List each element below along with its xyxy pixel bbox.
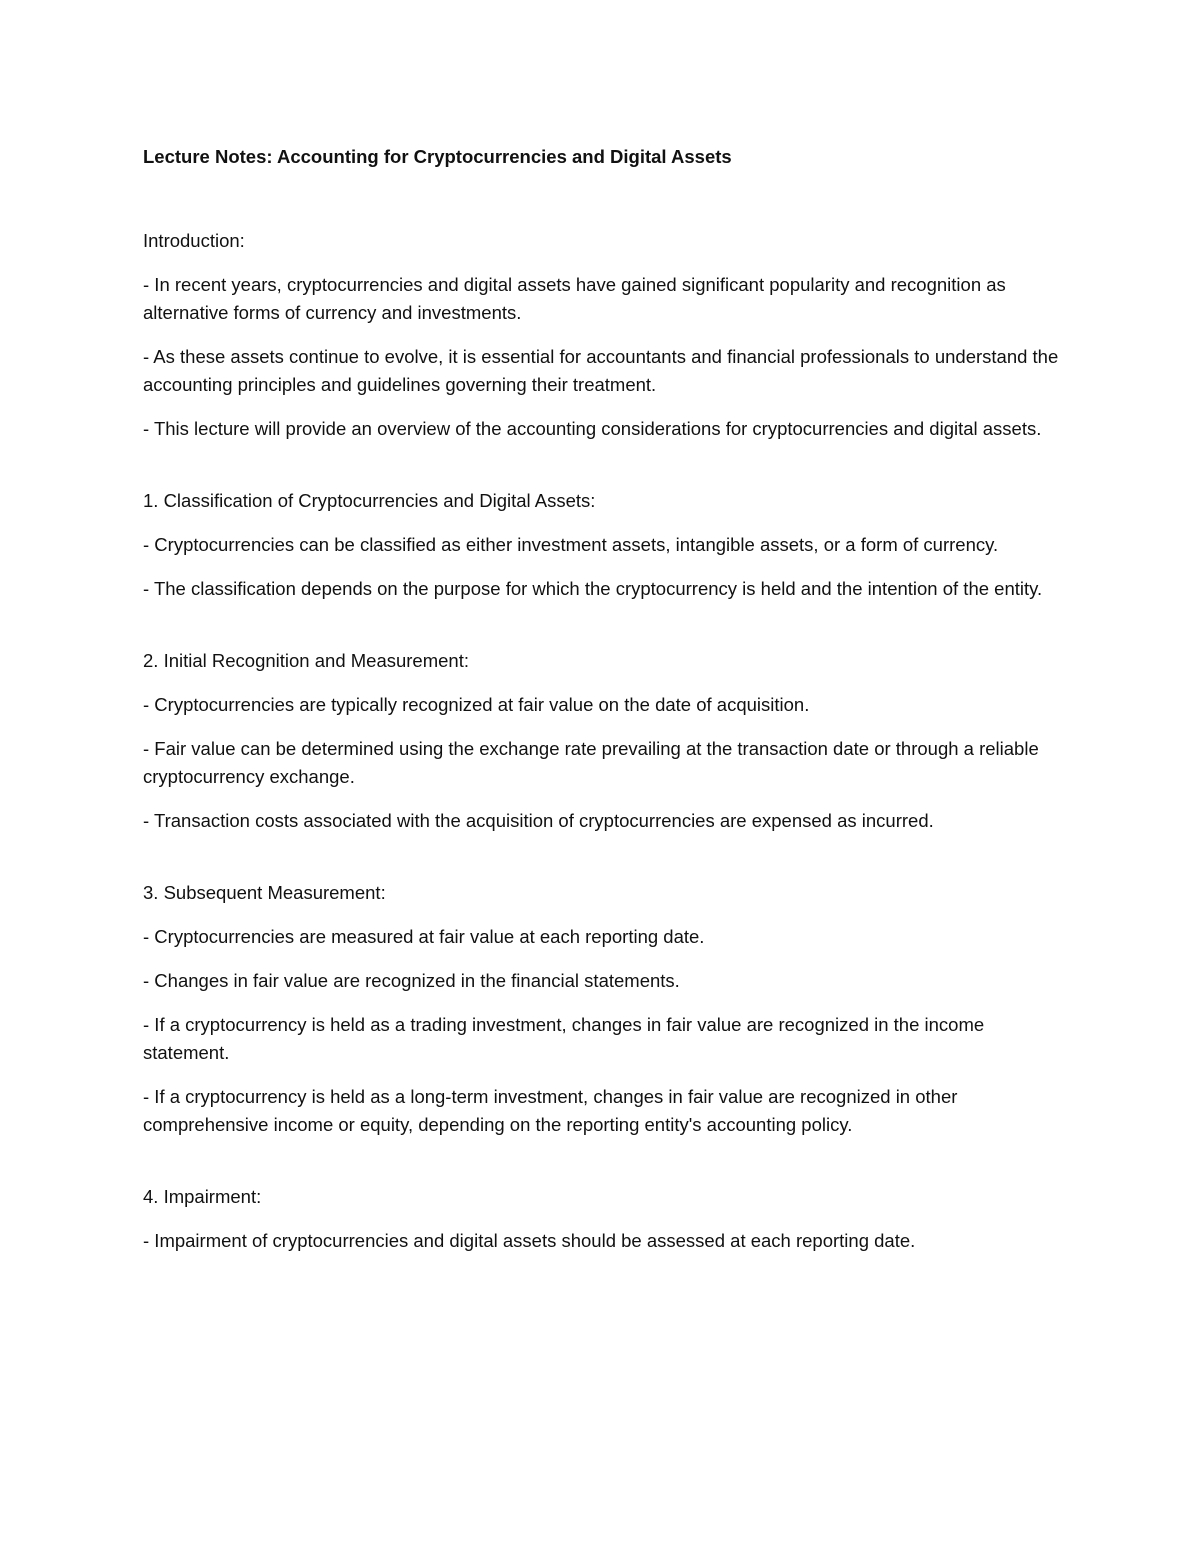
section-bullet: - Transaction costs associated with the acquisition of cryptocurrencies are expensed as incurred. — [143, 810, 934, 831]
section-heading: 4. Impairment: — [143, 1186, 262, 1207]
section-bullet: - Cryptocurrencies are typically recognized at fair value on the date of acquisition. — [143, 694, 810, 715]
section-initial-recognition — [143, 647, 1063, 835]
section-heading: 1. Classification of Cryptocurrencies and Digital Assets: — [143, 490, 596, 511]
section-bullet: - If a cryptocurrency is held as a trading investment, changes in fair value are recognized in the income statement. — [143, 1014, 985, 1063]
introduction-heading: Introduction: — [143, 230, 245, 251]
section-bullet: - The classification depends on the purpose for which the cryptocurrency is held and the intention of the entity. — [143, 578, 1043, 599]
introduction-bullet: - This lecture will provide an overview of the accounting considerations for cryptocurrencies and digital assets. — [143, 418, 1042, 439]
document-body — [143, 143, 1063, 1299]
section-bullet: - Cryptocurrencies are measured at fair value at each reporting date. — [143, 926, 705, 947]
section-heading: 2. Initial Recognition and Measurement: — [143, 650, 469, 671]
document-title: Lecture Notes: Accounting for Cryptocurrencies and Digital Assets — [143, 146, 732, 167]
section-bullet: - Impairment of cryptocurrencies and digital assets should be assessed at each reporting date. — [143, 1230, 916, 1251]
introduction-section — [143, 227, 1063, 443]
section-classification — [143, 487, 1063, 603]
section-bullet: - Fair value can be determined using the exchange rate prevailing at the transaction date or through a reliable cryptocurrency exchange. — [143, 738, 1039, 787]
section-subsequent-measurement — [143, 879, 1063, 1139]
section-impairment — [143, 1183, 1063, 1255]
section-bullet: - If a cryptocurrency is held as a long-term investment, changes in fair value are recognized in other comprehensive income or equity, depending on the reporting entity's accounting policy. — [143, 1086, 958, 1135]
section-bullet: - Changes in fair value are recognized in the financial statements. — [143, 970, 680, 991]
introduction-bullet: - As these assets continue to evolve, it is essential for accountants and financial professionals to understand the accounting principles and guidelines governing their treatment. — [143, 346, 1059, 395]
section-heading: 3. Subsequent Measurement: — [143, 882, 386, 903]
introduction-bullet: - In recent years, cryptocurrencies and digital assets have gained significant popularity and recognition as alternative forms of currency and investments. — [143, 274, 1006, 323]
section-bullet: - Cryptocurrencies can be classified as either investment assets, intangible assets, or a form of currency. — [143, 534, 999, 555]
